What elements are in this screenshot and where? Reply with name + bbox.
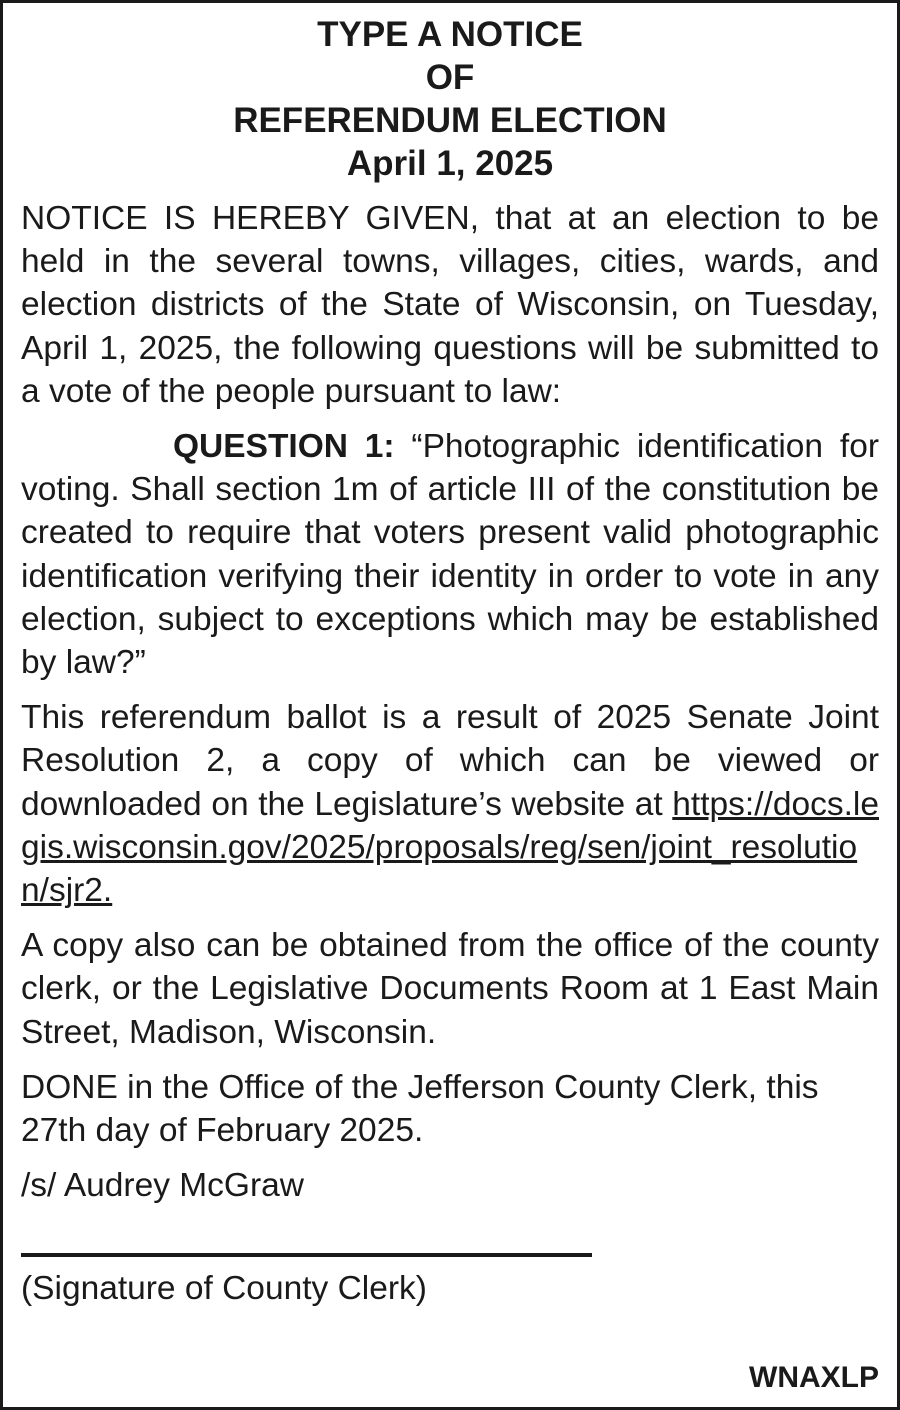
referendum-paragraph: [21, 696, 879, 912]
referendum-text: This referendum ballot is a result of 2025 Senate Joint Resolution 2, a copy of which can be viewed or downloaded on the Legislature’s website at: [21, 699, 879, 823]
legislature-link[interactable]: https://docs.legis.wisconsin.gov/2025/proposals/reg/sen/joint_resolution/sjr2.: [21, 785, 879, 910]
question-paragraph: [21, 425, 879, 684]
done-paragraph: DONE in the Office of the Jefferson County Clerk, this 27th day of February 2025.: [21, 1068, 819, 1150]
heading-line-2: OF: [425, 58, 475, 97]
notice-heading: [21, 13, 879, 185]
question-text: “Photographic identification for voting. Shall section 1m of article III of the constitution be created to require that voters present valid photographic identification verifying their identity in order to vote in any election, subject to exceptions which may be established by law?”: [21, 428, 879, 682]
heading-line-1: TYPE A NOTICE: [317, 15, 583, 54]
copy-paragraph: A copy also can be obtained from the office of the county clerk, or the Legislative Documents Room at 1 East Main Street, Madison, Wisconsin.: [21, 927, 879, 1051]
heading-line-3: REFERENDUM ELECTION: [233, 101, 667, 140]
question-label: QUESTION 1:: [173, 428, 395, 466]
intro-paragraph: NOTICE IS HEREBY GIVEN, that at an election to be held in the several towns, villages, cities, wards, and election districts of the State of Wisconsin, on Tuesday, April 1, 2025, the following questions will be submitted to a vote of the people pursuant to law:: [21, 200, 879, 410]
heading-date: April 1, 2025: [346, 144, 554, 183]
signature-caption: (Signature of County Clerk): [21, 1270, 427, 1308]
publication-code: WNAXLP: [749, 1361, 879, 1394]
signature-line: [21, 1253, 592, 1257]
signed-by: /s/ Audrey McGraw: [21, 1167, 304, 1205]
